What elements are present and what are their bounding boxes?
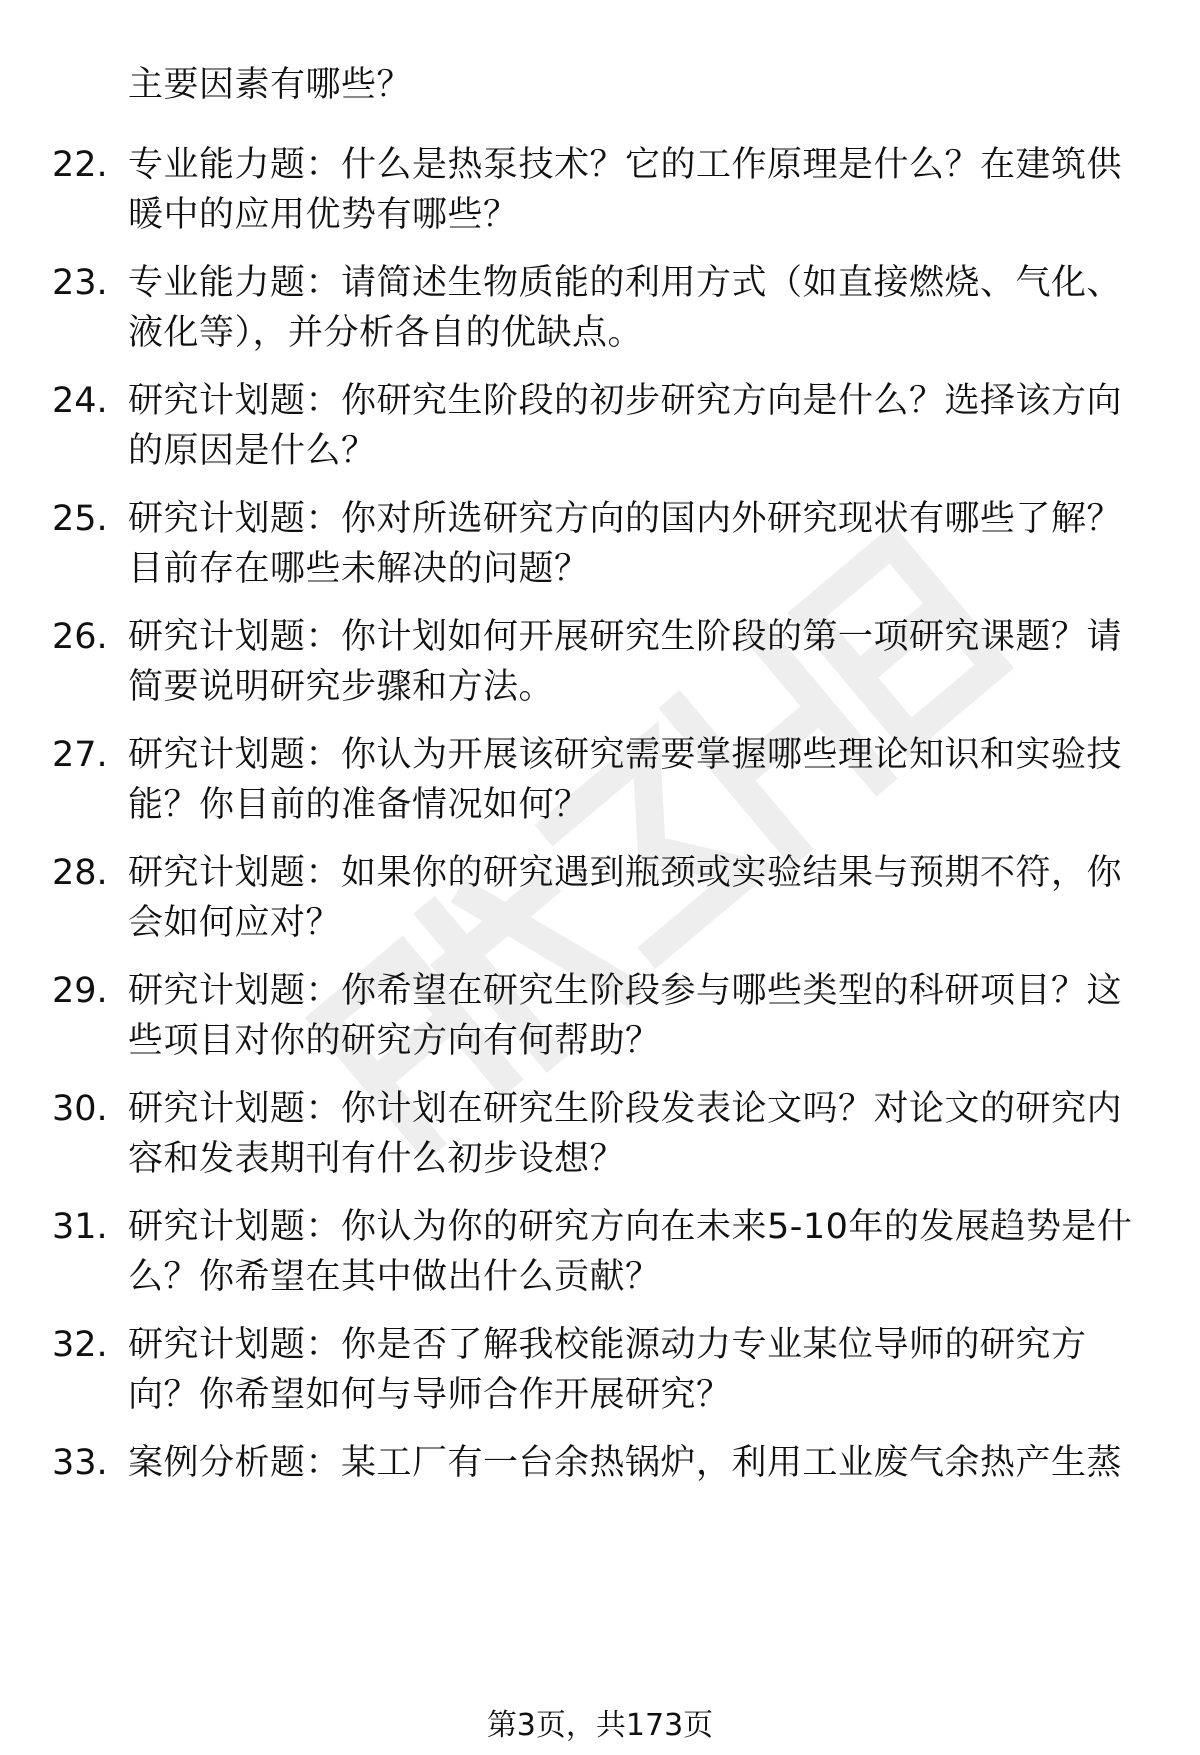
item-text-line: 么？你希望在其中做出什么贡献？: [128, 1257, 661, 1297]
item-number: 26.: [52, 617, 108, 657]
item-number: 33.: [52, 1443, 108, 1483]
item-text-line: 目前存在哪些未解决的问题？: [128, 549, 590, 589]
item-text-line: 研究计划题：你计划如何开展研究生阶段的第一项研究课题？请: [128, 617, 1123, 657]
item-text-line: 专业能力题：什么是热泵技术？它的工作原理是什么？在建筑供: [128, 145, 1123, 185]
item-text-line: 向？你希望如何与导师合作开展研究？: [128, 1375, 732, 1415]
item-text-line: 容和发表期刊有什么初步设想？: [128, 1139, 626, 1179]
item-text-line: 专业能力题：请简述生物质能的利用方式（如直接燃烧、气化、: [128, 263, 1123, 303]
item-text-line: 能？你目前的准备情况如何？: [128, 785, 590, 825]
continued-question-text: 主要因素有哪些？: [128, 65, 413, 105]
item-number: 27.: [52, 735, 108, 775]
item-number: 25.: [52, 499, 108, 539]
item-text-line: 研究计划题：你研究生阶段的初步研究方向是什么？选择该方向: [128, 381, 1123, 421]
item-text-line: 研究计划题：你对所选研究方向的国内外研究现状有哪些了解？: [128, 499, 1123, 539]
item-number: 22.: [52, 145, 108, 185]
item-text-line: 的原因是什么？: [128, 431, 377, 471]
item-number: 28.: [52, 853, 108, 893]
item-text-line: 研究计划题：你认为你的研究方向在未来5-10年的发展趋势是什: [128, 1207, 1133, 1247]
item-number: 23.: [52, 263, 108, 303]
item-text-line: 简要说明研究步骤和方法。: [128, 667, 555, 707]
item-text-line: 研究计划题：你认为开展该研究需要掌握哪些理论知识和实验技: [128, 735, 1123, 775]
item-number: 31.: [52, 1207, 108, 1247]
item-text-line: 研究计划题：如果你的研究遇到瓶颈或实验结果与预期不符，你: [128, 853, 1123, 893]
item-text-line: 液化等），并分析各自的优缺点。: [128, 313, 644, 353]
page-footer: 第3页，共173页: [486, 1708, 714, 1743]
item-text-line: 案例分析题：某工厂有一台余热锅炉，利用工业废气余热产生蒸: [128, 1443, 1123, 1483]
item-text-line: 会如何应对？: [128, 903, 342, 943]
item-text-line: 暖中的应用优势有哪些？: [128, 195, 519, 235]
item-number: 32.: [52, 1325, 108, 1365]
item-text-line: 研究计划题：你是否了解我校能源动力专业某位导师的研究方: [128, 1325, 1087, 1365]
item-number: 24.: [52, 381, 108, 421]
item-text-line: 些项目对你的研究方向有何帮助？: [128, 1021, 661, 1061]
item-number: 30.: [52, 1089, 108, 1129]
item-text-line: 研究计划题：你计划在研究生阶段发表论文吗？对论文的研究内: [128, 1089, 1123, 1129]
item-number: 29.: [52, 971, 108, 1011]
item-text-line: 研究计划题：你希望在研究生阶段参与哪些类型的科研项目？这: [128, 971, 1123, 1011]
